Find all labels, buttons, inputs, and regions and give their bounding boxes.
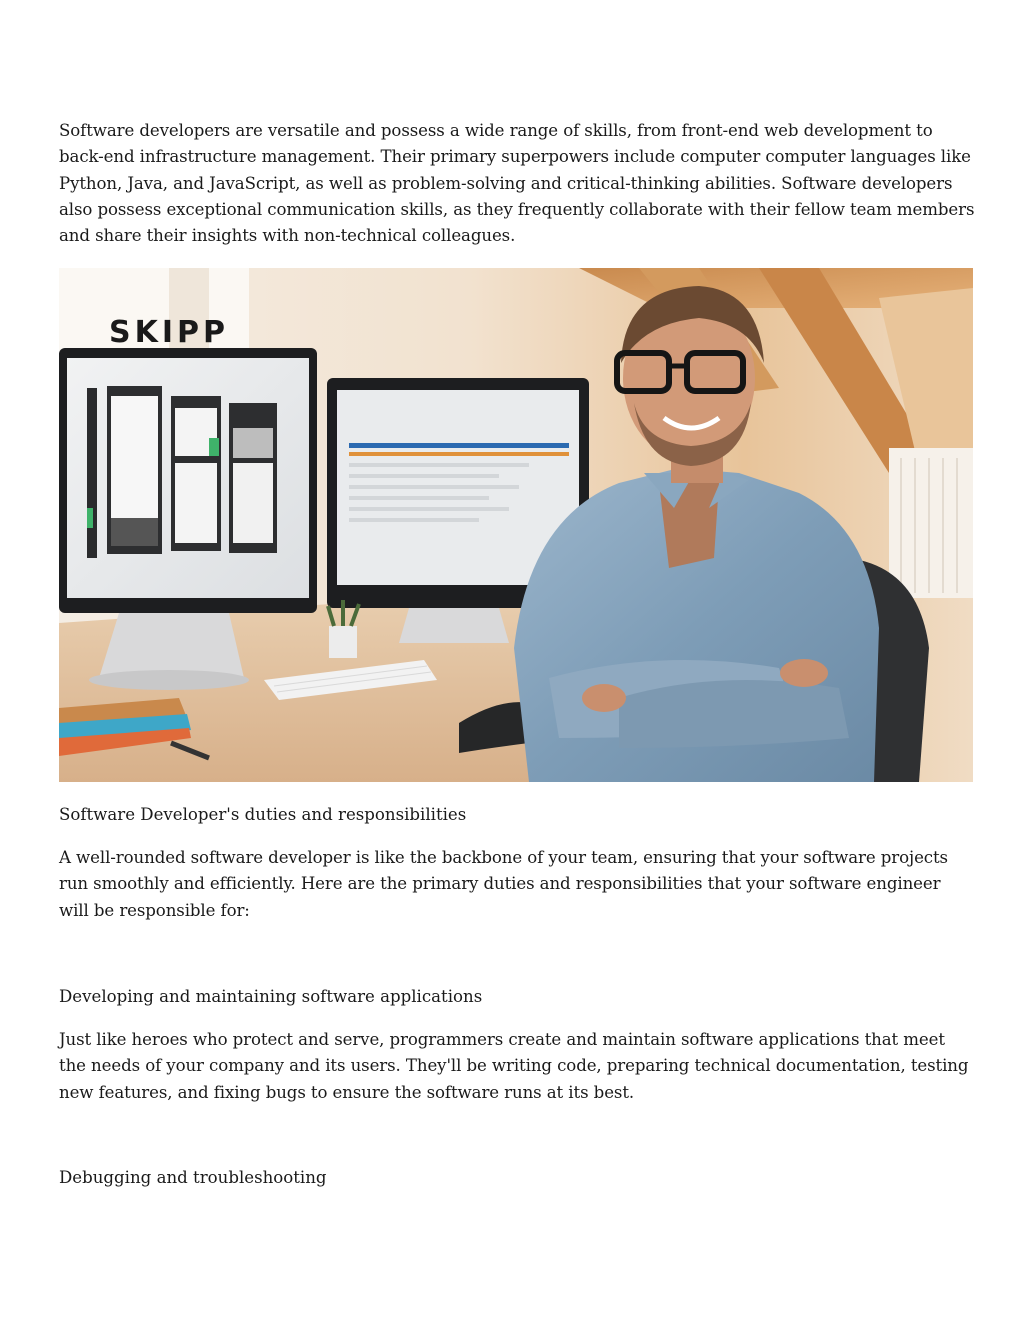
section-heading-duties: Software Developer's duties and responsibilities [59,805,467,824]
skipp-logo: SKIPP [109,315,229,350]
section-body-duties: A well-rounded software developer is like the backbone of your team, ensuring that your software projects run smoothly and efficiently. Here are the primary duties and responsibilities that your software engineer will be responsible for: [59,848,948,920]
hero-image [59,268,973,782]
section-heading-debugging: Debugging and troubleshooting [59,1168,327,1187]
section-heading-developing: Developing and maintaining software applications [59,987,483,1006]
intro-paragraph: Software developers are versatile and possess a wide range of skills, from front-end web development to back-end infrastructure management. Their primary superpowers include computer computer languages like Python, Java, and JavaScript, as well as problem-solving and critical-thinking abilities. Software developers also possess exceptional communication skills, as they frequently collaborate with their fellow team members and share their insights with non-technical colleagues. [59,121,975,246]
section-body-developing: Just like heroes who protect and serve, programmers create and maintain software applications that meet the needs of your company and its users. They'll be writing code, preparing technical documentation, testing new features, and fixing bugs to ensure the software runs at its best. [59,1030,969,1102]
